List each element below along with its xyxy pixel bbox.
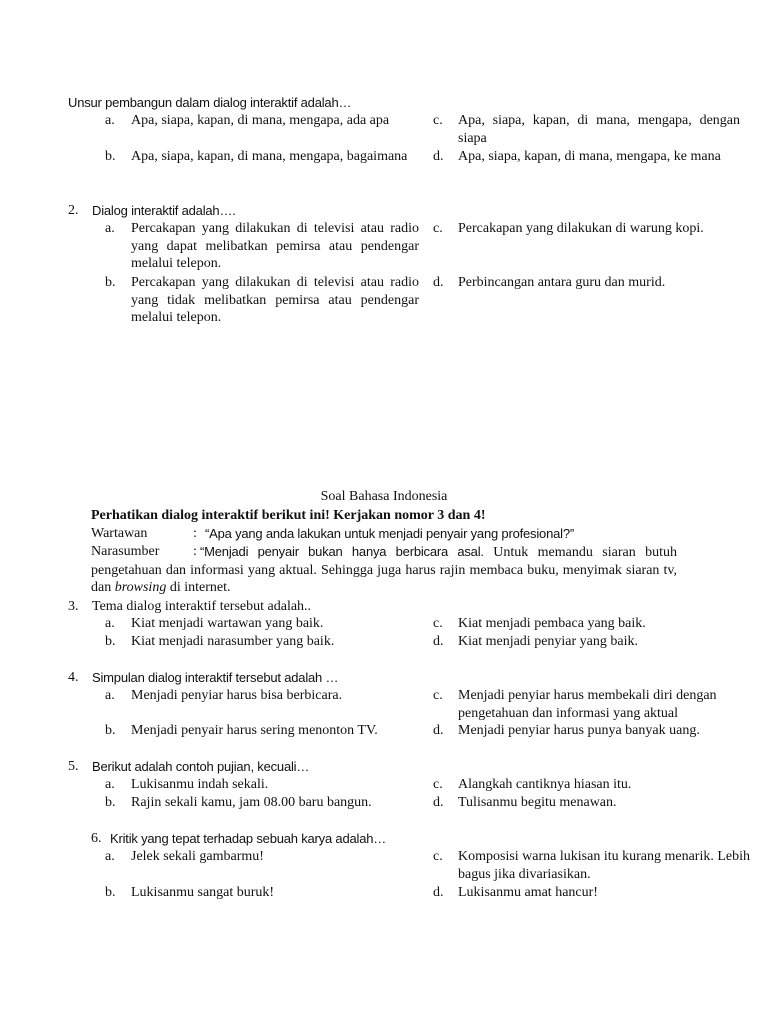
option-text: Percakapan yang dilakukan di warung kopi. [458,221,704,236]
option-label: d. [433,885,444,900]
instruction: Perhatikan dialog interaktif berikut ini! Kerjakan nomor 3 dan 4! [91,508,486,523]
option-label: c. [433,221,443,236]
option-label: b. [105,885,116,900]
option-text: Komposisi warna lukisan itu kurang menarik. Lebih bagus jika divariasikan. [458,849,750,882]
option-label: a. [105,616,115,631]
option-label: a. [105,221,115,236]
option-text: Kiat menjadi pembaca yang baik. [458,616,646,631]
question-5-stem: Berikut adalah contoh pujian, kecuali… [92,759,310,774]
option-label: b. [105,275,116,290]
option-text: Apa, siapa, kapan, di mana, mengapa, dengan siapa [458,113,740,146]
question-2-stem: Dialog interaktif adalah…. [92,203,236,218]
option-label: b. [105,723,116,738]
speaker-narasumber: Narasumber [91,544,160,559]
option-text: Menjadi penyair harus sering menonton TV. [131,723,378,738]
option-text: Apa, siapa, kapan, di mana, mengapa, ada apa [131,113,390,128]
option-label: a. [105,777,115,792]
option-label: c. [433,616,443,631]
option-text: Kiat menjadi penyiar yang baik. [458,634,638,649]
option-label: c. [433,113,443,128]
option-text: Percakapan yang dilakukan di televisi atau radio yang tidak melibatkan pemirsa atau pendengar melalui telepon. [131,275,419,325]
option-label: d. [433,149,444,164]
option-text: Apa, siapa, kapan, di mana, mengapa, ke mana [458,149,721,164]
option-text: Percakapan yang dilakukan di televisi atau radio yang dapat melibatkan pemirsa atau pendengar melalui telepon. [131,221,419,271]
option-text: Kiat menjadi narasumber yang baik. [131,634,335,649]
question-number: 2. [68,203,79,218]
question-6-stem: Kritik yang tepat terhadap sebuah karya adalah… [110,831,387,846]
option-text: Alangkah cantiknya hiasan itu. [458,777,632,792]
speaker-wartawan: Wartawan [91,526,148,541]
option-text: Jelek sekali gambarmu! [131,849,264,864]
option-text: Apa, siapa, kapan, di mana, mengapa, bagaimana [131,149,408,164]
option-text: Rajin sekali kamu, jam 08.00 baru bangun. [131,795,372,810]
option-label: b. [105,149,116,164]
option-text: Kiat menjadi wartawan yang baik. [131,616,324,631]
question-number: 5. [68,759,79,774]
dialog-line-narasumber: “Menjadi penyair bukan hanya berbicara asal. Untuk memandu siaran butuh pengetahuan dan informasi yang aktual. Sehingga juga harus rajin membaca buku, menyimak siaran tv, dan browsing di internet. [91,544,678,595]
option-text: Menjadi penyiar harus bisa berbicara. [131,688,343,703]
section-title: Soal Bahasa Indonesia [320,489,448,504]
option-label: a. [105,113,115,128]
option-label: d. [433,723,444,738]
option-label: d. [433,275,444,290]
option-label: d. [433,795,444,810]
question-4-stem: Simpulan dialog interaktif tersebut adalah … [92,670,339,685]
speaker-colon: : [193,526,197,541]
question-3-stem: Tema dialog interaktif tersebut adalah.. [92,599,312,614]
option-label: d. [433,634,444,649]
dialog-line-wartawan: “Apa yang anda lakukan untuk menjadi penyair yang profesional?” [205,526,574,541]
option-text: Lukisanmu sangat buruk! [131,885,275,900]
question-number: 3. [68,599,79,614]
speaker-colon: : [193,544,197,559]
option-label: b. [105,795,116,810]
question-number: 4. [68,670,79,685]
option-text: Lukisanmu indah sekali. [131,777,269,792]
option-text: Menjadi penyiar harus membekali diri dengan pengetahuan dan informasi yang aktual [458,688,717,721]
option-text: Lukisanmu amat hancur! [458,885,598,900]
option-label: c. [433,688,443,703]
option-label: b. [105,634,116,649]
option-text: Tulisanmu begitu menawan. [458,795,617,810]
option-label: c. [433,849,443,864]
question-1-stem: Unsur pembangun dalam dialog interaktif adalah… [68,95,352,110]
question-number: 6. [91,831,102,846]
option-label: a. [105,849,115,864]
option-text: Menjadi penyiar harus punya banyak uang. [458,723,700,738]
option-text: Perbincangan antara guru dan murid. [458,275,666,290]
option-label: a. [105,688,115,703]
option-label: c. [433,777,443,792]
